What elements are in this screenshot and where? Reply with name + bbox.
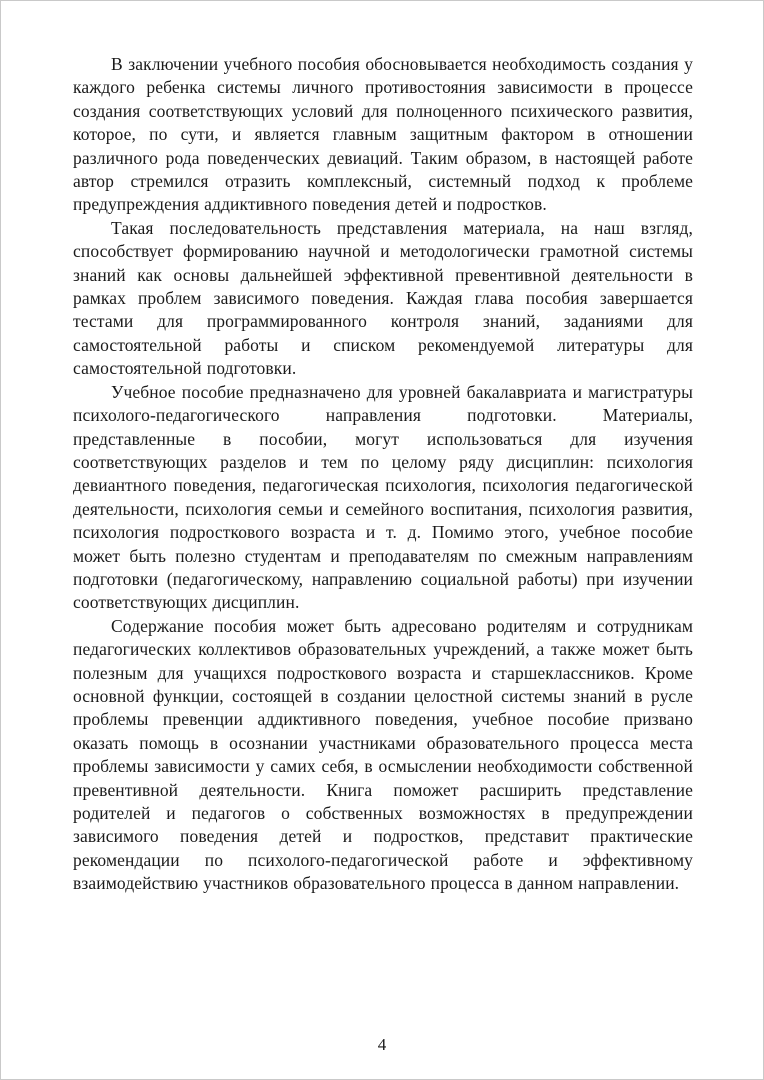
paragraph: Учебное пособие предназначено для уровней бакалавриата и магистратуры психолого-педагогического направления подготовки. Материалы, представленные в пособии, могут использоваться для изучения соответствующих разделов и тем по целому ряду дисциплин: психология девиантного поведения, педагогическая психология, психология педагогической деятельности, психология семьи и семейного воспитания, психология развития, психология подросткового возраста и т. д. Помимо этого, учебное пособие может быть полезно студентам и преподавателям по смежным направлениям подготовки (педагогическому, направлению социальной работы) при изучении соответствующих дисциплин. xyxy=(73,381,693,613)
paragraph: Содержание пособия может быть адресовано родителям и сотрудникам педагогических коллективов образовательных учреждений, а также может быть полезным для учащихся подросткового возраста и старшеклассников. Кроме основной функции, состоящей в создании целостной системы знаний в русле проблемы превенции аддиктивного поведения, учебное пособие призвано оказать помощь в осознании участниками образовательного процесса места проблемы зависимости у самих себя, в осмыслении необходимости собственной превентивной деятельности. Книга поможет расширить представление родителей и педагогов о собственных возможностях в предупреждении зависимого поведения детей и подростков, представит практические рекомендации по психолого-педагогической работе и эффективному взаимодействию участников образовательного процесса в данном направлении. xyxy=(73,615,693,894)
text-block xyxy=(73,53,693,896)
page-number: 4 xyxy=(377,1035,387,1054)
paragraph: В заключении учебного пособия обосновывается необходимость создания у каждого ребенка системы личного противостояния зависимости в процессе создания соответствующих условий для полноценного психического развития, которое, по сути, и является главным защитным фактором в отношении различного рода поведенческих девиаций. Таким образом, в настоящей работе автор стремился отразить комплексный, системный подход к проблеме предупреждения аддиктивного поведения детей и подростков. xyxy=(73,54,693,215)
paragraph: Такая последовательность представления материала, на наш взгляд, способствует формированию научной и методологически грамотной системы знаний как основы дальнейшей эффективной превентивной деятельности в рамках проблем зависимого поведения. Каждая глава пособия завершается тестами для программированного контроля знаний, заданиями для самостоятельной работы и списком рекомендуемой литературы для самостоятельной подготовки. xyxy=(73,217,693,379)
